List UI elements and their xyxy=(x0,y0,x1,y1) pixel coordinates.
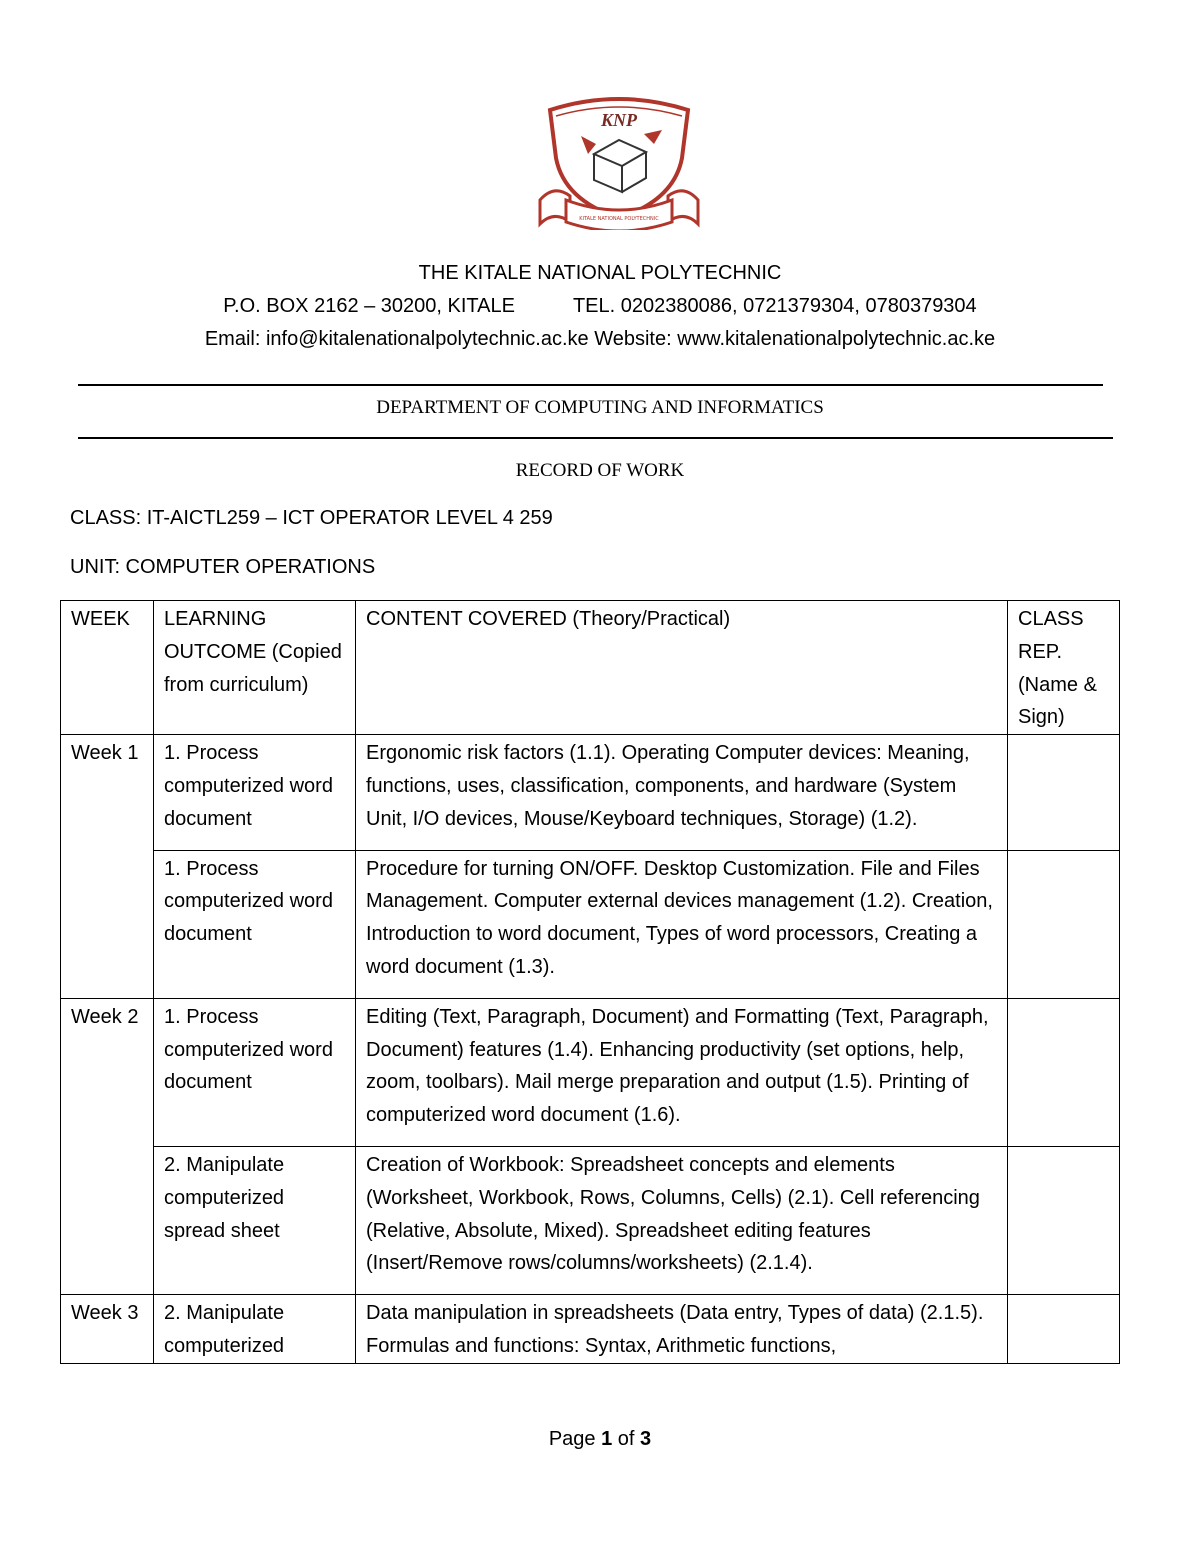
week-cell: Week 1 xyxy=(61,735,154,850)
table-row xyxy=(61,998,1120,1146)
week-cell: Week 3 xyxy=(61,1295,154,1364)
record-of-work-table xyxy=(60,600,1120,1364)
table-header-row xyxy=(61,601,1120,735)
content-cell: Data manipulation in spreadsheets (Data entry, Types of data) (2.1.5). Formulas and functions: Syntax, Arithmetic functions, xyxy=(356,1295,1008,1364)
header-learning-outcome: LEARNING OUTCOME (Copied from curriculum) xyxy=(154,601,356,735)
class-rep-cell xyxy=(1008,1295,1120,1364)
knp-logo xyxy=(536,96,702,230)
bottom-divider xyxy=(78,437,1113,439)
table-row xyxy=(61,735,1120,850)
class-line: CLASS: IT-AICTL259 – ICT OPERATOR LEVEL 4 259 xyxy=(70,507,553,529)
outcome-cell: 1. Process computerized word document xyxy=(154,735,356,850)
content-cell: Creation of Workbook: Spreadsheet concepts and elements (Worksheet, Workbook, Rows, Columns, Cells) (2.1). Cell referencing (Relative, Absolute, Mixed). Spreadsheet editing features (Insert/Remove rows/columns/worksheets) (2.1.4). xyxy=(356,1146,1008,1294)
logo-ribbon-text: KITALE NATIONAL POLYTECHNIC xyxy=(579,216,659,222)
department-name: DEPARTMENT OF COMPUTING AND INFORMATICS xyxy=(376,397,824,418)
class-rep-cell xyxy=(1008,1146,1120,1294)
postal-address: P.O. BOX 2162 – 30200, KITALE xyxy=(223,295,515,317)
top-divider xyxy=(78,384,1103,386)
header-content-covered: CONTENT COVERED (Theory/Practical) xyxy=(356,601,1008,735)
header-week: WEEK xyxy=(61,601,154,735)
outcome-cell: 2. Manipulate computerized spread sheet xyxy=(154,1146,356,1294)
address-line xyxy=(0,295,1200,318)
table-row xyxy=(61,1295,1120,1364)
telephone: TEL. 0202380086, 0721379304, 0780379304 xyxy=(572,295,977,317)
of-label: of xyxy=(617,1428,635,1450)
logo-knp-text: KNP xyxy=(601,110,637,130)
page-number xyxy=(0,1428,1200,1451)
header-class-rep: CLASS REP. (Name & Sign) xyxy=(1008,601,1120,735)
outcome-cell: 1. Process computerized word document xyxy=(154,850,356,998)
page-label: Page xyxy=(548,1428,596,1450)
institution-name: THE KITALE NATIONAL POLYTECHNIC xyxy=(418,262,782,284)
content-cell: Ergonomic risk factors (1.1). Operating Computer devices: Meaning, functions, uses, classification, components, and hardware (System Unit, I/O devices, Mouse/Keyboard techniques, Storage) (1.2). xyxy=(356,735,1008,850)
content-cell: Editing (Text, Paragraph, Document) and Formatting (Text, Paragraph, Document) features (1.4). Enhancing productivity (set options, help, zoom, toolbars). Mail merge preparation and output (1.5). Printing of computerized word document (1.6). xyxy=(356,998,1008,1146)
total-pages: 3 xyxy=(640,1428,652,1450)
table-row xyxy=(61,1146,1120,1294)
outcome-cell: 2. Manipulate computerized xyxy=(154,1295,356,1364)
week-cell: Week 2 xyxy=(61,998,154,1146)
current-page: 1 xyxy=(601,1428,613,1450)
week-cell xyxy=(61,850,154,998)
contact-line: Email: info@kitalenationalpolytechnic.ac.ke Website: www.kitalenationalpolytechnic.ac.ke xyxy=(204,328,996,350)
outcome-cell: 1. Process computerized word document xyxy=(154,998,356,1146)
document-title: RECORD OF WORK xyxy=(515,460,685,481)
unit-line: UNIT: COMPUTER OPERATIONS xyxy=(70,556,376,578)
class-rep-cell xyxy=(1008,850,1120,998)
class-rep-cell xyxy=(1008,735,1120,850)
table-row xyxy=(61,850,1120,998)
content-cell: Procedure for turning ON/OFF. Desktop Customization. File and Files Management. Computer external devices management (1.2). Creation, Introduction to word document, Types of word processors, Creating a word document (1.3). xyxy=(356,850,1008,998)
week-cell xyxy=(61,1146,154,1294)
class-rep-cell xyxy=(1008,998,1120,1146)
